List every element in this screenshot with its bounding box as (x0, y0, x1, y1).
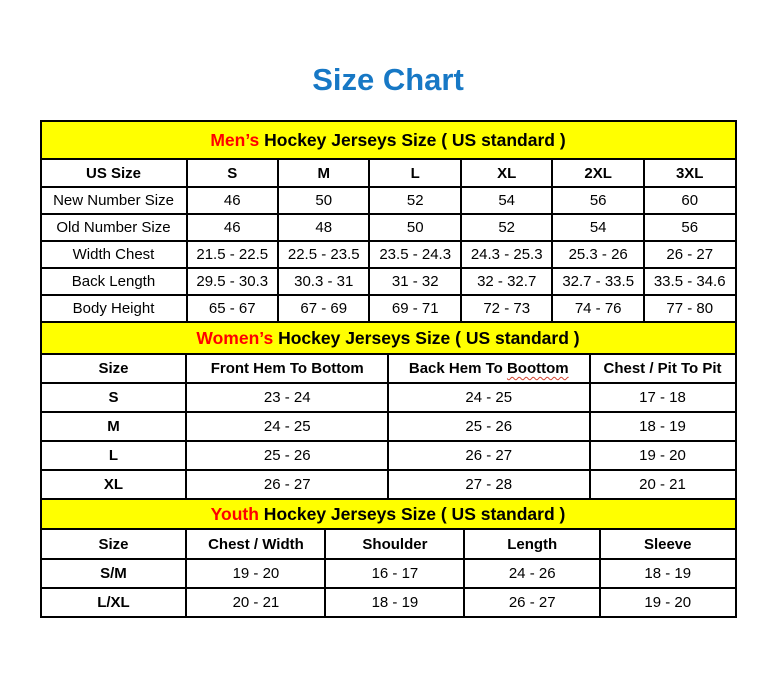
table-row-youth-sm (41, 559, 736, 588)
womens-section-title-highlight: Women’s (196, 327, 274, 348)
column-header-3xl: 3XL (644, 159, 736, 187)
table-row-womens-s (41, 383, 736, 412)
table-row-womens-xl (41, 470, 736, 499)
column-header-chest-width: Chest / Width (186, 529, 325, 559)
table-cell: 18 - 19 (600, 559, 736, 588)
table-cell: 26 - 27 (388, 441, 590, 470)
youth-size-table (40, 498, 737, 618)
mens-header-row (41, 159, 736, 187)
row-label: Body Height (41, 295, 187, 322)
table-cell: 54 (461, 187, 552, 214)
table-row-womens-l (41, 441, 736, 470)
table-cell: 27 - 28 (388, 470, 590, 499)
table-cell: 46 (187, 187, 278, 214)
back-hem-misspelled-word: Boottom (506, 360, 569, 377)
table-cell: 65 - 67 (187, 295, 278, 322)
table-cell: 72 - 73 (461, 295, 552, 322)
table-cell: 17 - 18 (590, 383, 736, 412)
row-label: XL (41, 470, 187, 499)
womens-section-band (41, 322, 736, 354)
table-cell: 46 (187, 214, 278, 241)
row-label: Old Number Size (41, 214, 187, 241)
row-label: S (41, 383, 187, 412)
row-label: Width Chest (41, 241, 187, 268)
table-cell: 24 - 25 (186, 412, 388, 441)
column-header-us-size: US Size (41, 159, 187, 187)
column-header-xl: XL (461, 159, 552, 187)
womens-section-title (41, 322, 736, 354)
row-label: S/M (41, 559, 187, 588)
table-cell: 56 (552, 187, 643, 214)
table-cell: 26 - 27 (464, 588, 600, 617)
table-cell: 32.7 - 33.5 (552, 268, 643, 295)
table-cell: 25 - 26 (388, 412, 590, 441)
youth-header-row (41, 529, 736, 559)
table-cell: 18 - 19 (325, 588, 464, 617)
mens-section-band (41, 121, 736, 159)
column-header-size: Size (41, 354, 187, 383)
table-row-back-length (41, 268, 736, 295)
youth-section-title (41, 499, 736, 529)
column-header-chest-pit: Chest / Pit To Pit (590, 354, 736, 383)
youth-section-title-highlight: Youth (210, 503, 259, 524)
back-hem-label-prefix: Back Hem To (408, 360, 507, 377)
size-tables-container (40, 120, 737, 618)
table-cell: 69 - 71 (369, 295, 460, 322)
mens-section-title-rest: Hockey Jerseys Size ( US standard ) (259, 129, 566, 150)
table-cell: 52 (369, 187, 460, 214)
table-cell: 20 - 21 (590, 470, 736, 499)
table-cell: 60 (644, 187, 736, 214)
table-cell: 48 (278, 214, 369, 241)
table-cell: 50 (369, 214, 460, 241)
table-cell: 26 - 27 (186, 470, 388, 499)
table-cell: 19 - 20 (590, 441, 736, 470)
page-title: Size Chart (312, 62, 464, 97)
column-header-m: M (278, 159, 369, 187)
table-row-old-number-size (41, 214, 736, 241)
table-cell: 25.3 - 26 (552, 241, 643, 268)
womens-header-row (41, 354, 736, 383)
table-cell: 52 (461, 214, 552, 241)
table-row-youth-lxl (41, 588, 736, 617)
table-cell: 30.3 - 31 (278, 268, 369, 295)
column-header-l: L (369, 159, 460, 187)
column-header-size: Size (41, 529, 187, 559)
youth-section-title-rest: Hockey Jerseys Size ( US standard ) (258, 503, 566, 524)
mens-size-table (40, 120, 737, 323)
table-cell: 50 (278, 187, 369, 214)
table-cell: 18 - 19 (590, 412, 736, 441)
table-cell: 26 - 27 (644, 241, 736, 268)
row-label: L/XL (41, 588, 187, 617)
column-header-shoulder: Shoulder (325, 529, 464, 559)
table-cell: 56 (644, 214, 736, 241)
table-cell: 67 - 69 (278, 295, 369, 322)
mens-section-title-highlight: Men’s (210, 129, 260, 150)
table-cell: 24.3 - 25.3 (461, 241, 552, 268)
column-header-sleeve: Sleeve (600, 529, 736, 559)
table-cell: 24 - 26 (464, 559, 600, 588)
column-header-length: Length (464, 529, 600, 559)
column-header-back-hem (388, 354, 590, 383)
table-cell: 19 - 20 (186, 559, 325, 588)
row-label: M (41, 412, 187, 441)
column-header-s: S (187, 159, 278, 187)
table-cell: 29.5 - 30.3 (187, 268, 278, 295)
table-cell: 16 - 17 (325, 559, 464, 588)
table-cell: 74 - 76 (552, 295, 643, 322)
table-cell: 22.5 - 23.5 (278, 241, 369, 268)
column-header-front-hem: Front Hem To Bottom (186, 354, 388, 383)
table-row-body-height (41, 295, 736, 322)
table-cell: 21.5 - 22.5 (187, 241, 278, 268)
table-cell: 23 - 24 (186, 383, 388, 412)
table-cell: 31 - 32 (369, 268, 460, 295)
table-row-width-chest (41, 241, 736, 268)
column-header-2xl: 2XL (552, 159, 643, 187)
table-cell: 19 - 20 (600, 588, 736, 617)
row-label: New Number Size (41, 187, 187, 214)
table-cell: 32 - 32.7 (461, 268, 552, 295)
table-row-womens-m (41, 412, 736, 441)
table-cell: 23.5 - 24.3 (369, 241, 460, 268)
table-cell: 20 - 21 (186, 588, 325, 617)
table-cell: 54 (552, 214, 643, 241)
mens-section-title (41, 121, 736, 159)
womens-section-title-rest: Hockey Jerseys Size ( US standard ) (273, 327, 580, 348)
table-cell: 77 - 80 (644, 295, 736, 322)
youth-section-band (41, 499, 736, 529)
table-cell: 25 - 26 (186, 441, 388, 470)
row-label: Back Length (41, 268, 187, 295)
table-cell: 24 - 25 (388, 383, 590, 412)
row-label: L (41, 441, 187, 470)
womens-size-table (40, 321, 737, 500)
table-cell: 33.5 - 34.6 (644, 268, 736, 295)
table-row-new-number-size (41, 187, 736, 214)
